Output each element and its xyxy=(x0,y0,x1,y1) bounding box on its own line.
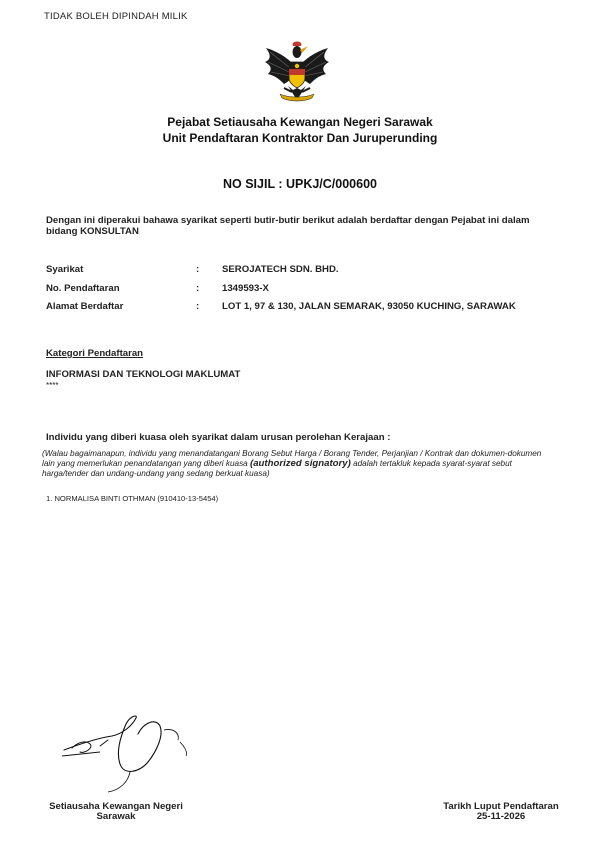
authorized-note xyxy=(42,449,552,479)
field-label: Alamat Berdaftar xyxy=(46,301,124,312)
field-separator: : xyxy=(196,283,200,294)
certificate-number: NO SIJIL : UPKJ/C/000600 xyxy=(222,177,377,191)
non-transferable-notice: TIDAK BOLEH DIPINDAH MILIK xyxy=(44,11,188,22)
signatory-line: Sarawak xyxy=(96,811,136,822)
office-title: Pejabat Setiausaha Kewangan Negeri Sarawak xyxy=(167,115,433,129)
expiry-label: Tarikh Luput Pendaftaran xyxy=(443,801,559,812)
field-value: SEROJATECH SDN. BHD. xyxy=(222,264,339,275)
note-emphasis: (authorized signatory) xyxy=(250,458,351,469)
field-separator: : xyxy=(196,264,200,275)
field-label: Syarikat xyxy=(46,264,84,275)
note-text: adalah tertakluk kepada syarat-syarat sebut harga/tender dan undang-undang yang sedang berkuat kuasa) xyxy=(42,459,512,478)
signatory-line: Setiausaha Kewangan Negeri xyxy=(49,801,183,812)
handwritten-signature xyxy=(60,712,200,794)
signatory-title xyxy=(0,802,232,822)
unit-title: Unit Pendaftaran Kontraktor Dan Juruperunding xyxy=(162,131,438,145)
category-heading: Kategori Pendaftaran xyxy=(46,348,144,359)
certification-statement: Dengan ini diperakui bahawa syarikat seperti butir-butir berikut adalah berdaftar dengan Pejabat ini dalam bidang KONSULTAN xyxy=(46,215,530,237)
field-value: LOT 1, 97 & 130, JALAN SEMARAK, 93050 KUCHING, SARAWAK xyxy=(222,301,516,312)
authorized-heading: Individu yang diberi kuasa oleh syarikat dalam urusan perolehan Kerajaan : xyxy=(46,432,391,443)
field-separator: : xyxy=(196,301,200,312)
field-value: 1349593-X xyxy=(222,283,269,294)
expiry-block xyxy=(420,802,582,822)
category-value: INFORMASI DAN TEKNOLOGI MAKLUMAT xyxy=(46,369,241,380)
expiry-date: 25-11-2026 xyxy=(476,811,526,822)
category-stars: **** xyxy=(46,381,59,390)
note-text: (Walau bagaimanapun, individu yang menandatangani Borang Sebut Harga / Borang Tender, Perjanjian / Kontrak dan dokumen-dokumen lain yang memerlukan penandatangan yang diberi kuasa xyxy=(42,449,542,468)
authorized-person: 1. NORMALISA BINTI OTHMAN (910410-13-5454) xyxy=(46,494,219,503)
field-label: No. Pendaftaran xyxy=(46,283,120,294)
coat-of-arms-icon xyxy=(262,38,332,106)
